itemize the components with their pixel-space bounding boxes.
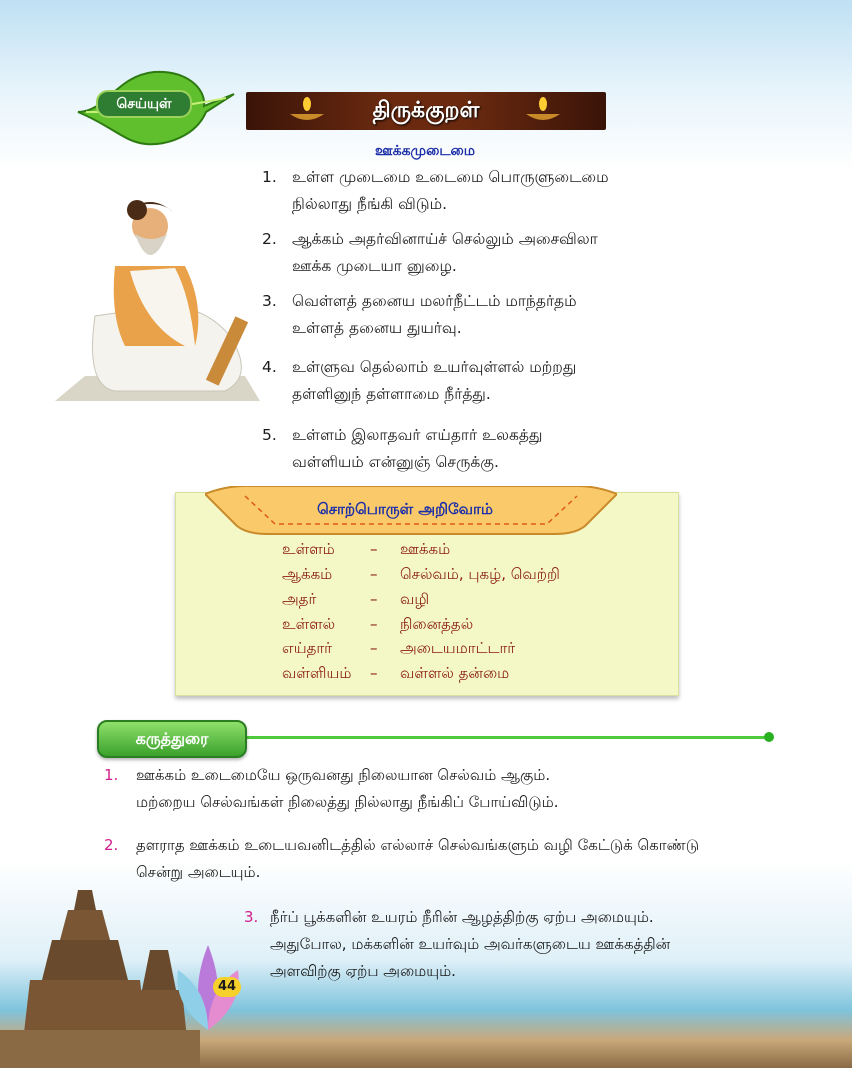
kural-line: தள்ளினுந் தள்ளாமை நீர்த்து. bbox=[292, 385, 491, 403]
kural-line: ஆக்கம் அதர்வினாய்ச் செல்லும் அசைவிலா bbox=[292, 230, 598, 248]
glossary-meaning: வழி bbox=[400, 590, 430, 608]
kural-number: 2. bbox=[262, 230, 277, 248]
point-number: 2. bbox=[104, 836, 119, 854]
kural-line: உள்ளம் இலாதவர் எய்தார் உலகத்து bbox=[292, 426, 543, 444]
kural-line: உள்ளத் தனைய துயர்வு. bbox=[292, 319, 462, 337]
kural-number: 1. bbox=[262, 168, 277, 186]
point-line: நீர்ப் பூக்களின் உயரம் நீரின் ஆழத்திற்கு ஏற்ப அமையும். bbox=[270, 908, 654, 926]
glossary-word: உள்ளல் bbox=[282, 615, 336, 633]
summary-divider-dot bbox=[764, 732, 774, 742]
kural-line: உள்ளுவ தெல்லாம் உயர்வுள்ளல் மற்றது bbox=[292, 358, 577, 376]
point-line: சென்று அடையும். bbox=[136, 863, 261, 881]
thiruvalluvar-illustration bbox=[55, 196, 260, 406]
point-line: தளராத ஊக்கம் உடையவனிடத்தில் எல்லாச் செல்வங்களும் வழி கேட்டுக் கொண்டு bbox=[136, 836, 700, 854]
kural-line: ஊக்க முடையா னுழை. bbox=[292, 257, 457, 275]
glossary-dash: – bbox=[370, 639, 378, 657]
point-line: அதுபோல, மக்களின் உயர்வும் அவர்களுடைய ஊக்கத்தின் bbox=[270, 935, 671, 953]
kural-line: நில்லாது நீங்கி விடும். bbox=[292, 195, 448, 213]
kural-number: 3. bbox=[262, 292, 277, 310]
glossary-word: உள்ளம் bbox=[282, 540, 335, 558]
kural-number: 4. bbox=[262, 358, 277, 376]
glossary-meaning: அடையமாட்டார் bbox=[400, 639, 516, 657]
glossary-dash: – bbox=[370, 540, 378, 558]
glossary-heading: சொற்பொருள் அறிவோம் bbox=[317, 500, 493, 518]
glossary-meaning: ஊக்கம் bbox=[400, 540, 451, 558]
glossary-dash: – bbox=[370, 590, 378, 608]
glossary-meaning: வள்ளல் தன்மை bbox=[400, 664, 510, 682]
glossary-dash: – bbox=[370, 565, 378, 583]
glossary-word: எய்தார் bbox=[282, 639, 333, 657]
glossary-meaning: நினைத்தல் bbox=[400, 615, 474, 633]
point-line: ஊக்கம் உடைமையே ஒருவனது நிலையான செல்வம் ஆகும். bbox=[136, 766, 551, 784]
kural-line: வெள்ளத் தனைய மலர்நீட்டம் மாந்தர்தம் bbox=[292, 292, 577, 310]
summary-divider bbox=[240, 736, 770, 739]
kural-number: 5. bbox=[262, 426, 277, 444]
point-line: அளவிற்கு ஏற்ப அமையும். bbox=[270, 962, 456, 980]
page-number: 44 bbox=[213, 977, 241, 997]
section-label: செய்யுள் bbox=[96, 90, 192, 118]
glossary-dash: – bbox=[370, 615, 378, 633]
glossary-word: வள்ளியம் bbox=[282, 664, 352, 682]
point-line: மற்றைய செல்வங்கள் நிலைத்து நில்லாது நீங்கிப் போய்விடும். bbox=[136, 793, 559, 811]
glossary-meaning: செல்வம், புகழ், வெற்றி bbox=[400, 565, 560, 583]
kural-line: உள்ள முடைமை உடைமை பொருளுடைமை bbox=[292, 168, 609, 186]
point-number: 3. bbox=[244, 908, 259, 926]
point-number: 1. bbox=[104, 766, 119, 784]
glossary-dash: – bbox=[370, 664, 378, 682]
page-title: திருக்குறள் bbox=[372, 98, 480, 123]
glossary-word: ஆக்கம் bbox=[282, 565, 333, 583]
chapter-title: ஊக்கமுடைமை bbox=[375, 143, 475, 159]
kural-line: வள்ளியம் என்னுஞ் செருக்கு. bbox=[292, 453, 499, 471]
glossary-word: அதர் bbox=[282, 590, 317, 608]
summary-heading: கருத்துரை bbox=[97, 720, 247, 758]
